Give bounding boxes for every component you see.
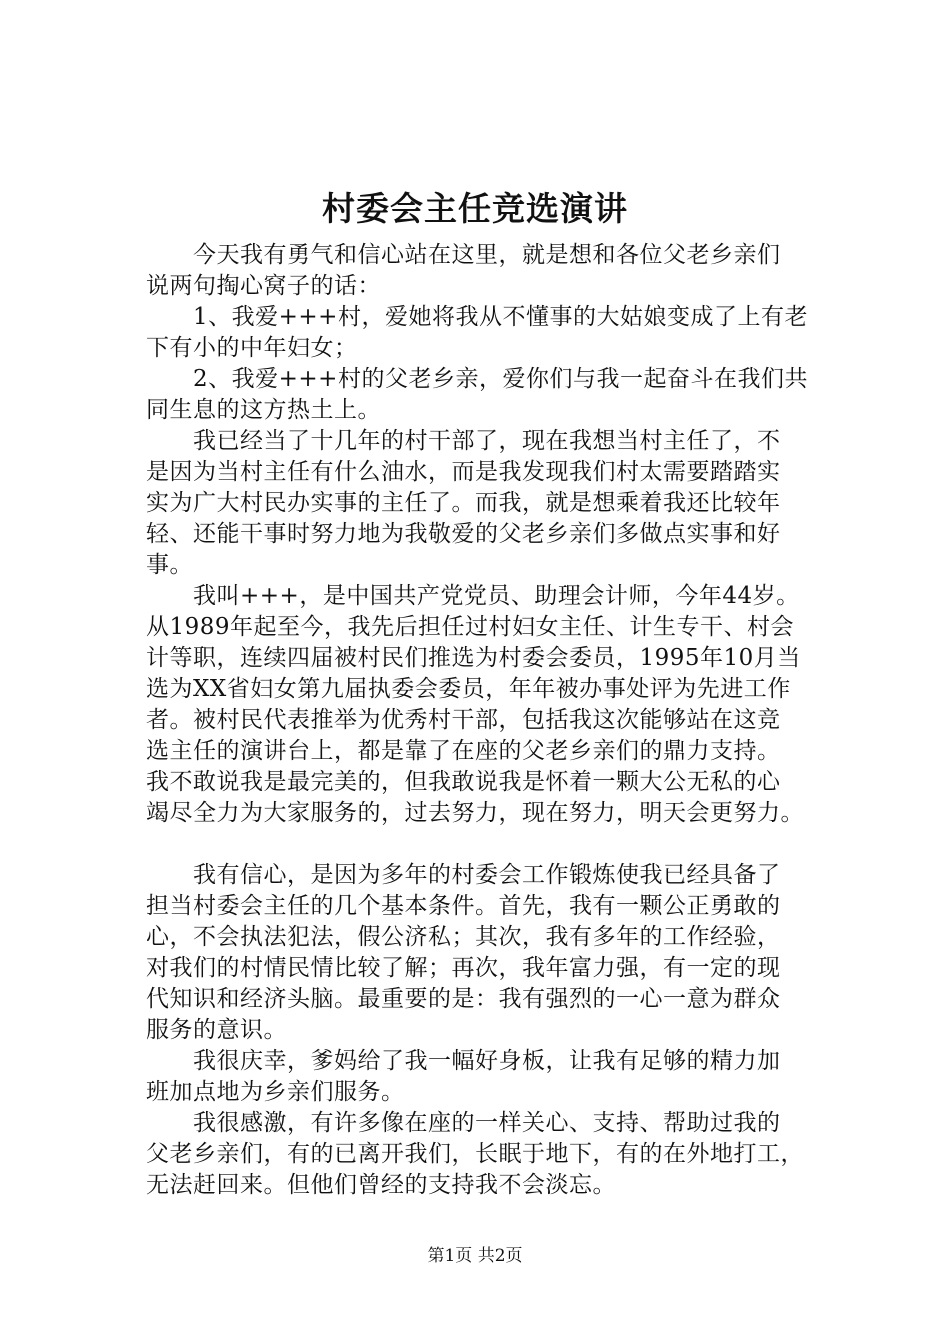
text-line: 1、我爱+++村，爱她将我从不懂事的大姑娘变成了上有老 xyxy=(146,304,808,330)
text-line: 代知识和经济头脑。最重要的是：我有强烈的一心一意为群众 xyxy=(146,986,781,1012)
text-line: 轻、还能干事时努力地为我敬爱的父老乡亲们多做点实事和好 xyxy=(146,521,781,547)
text-line: 2、我爱+++村的父老乡亲，爱你们与我一起奋斗在我们共 xyxy=(146,366,808,392)
text-line: 下有小的中年妇女； xyxy=(146,335,358,361)
text-line: 竭尽全力为大家服务的，过去努力，现在努力，明天会更努力。 xyxy=(146,800,804,826)
text-line: 我很感激，有许多像在座的一样关心、支持、帮助过我的 xyxy=(146,1110,781,1136)
text-line: 事。 xyxy=(146,552,193,578)
text-line: 选主任的演讲台上，都是靠了在座的父老乡亲们的鼎力支持。 xyxy=(146,738,781,764)
blank-line xyxy=(146,829,836,860)
text-line: 我有信心，是因为多年的村委会工作锻炼使我已经具备了 xyxy=(146,862,781,888)
text-line: 计等职，连续四届被村民们推选为村委会委员，1995年10月当 xyxy=(146,645,801,671)
text-line: 是因为当村主任有什么油水，而是我发现我们村太需要踏踏实 xyxy=(146,459,781,485)
text-line: 我已经当了十几年的村干部了，现在我想当村主任了，不 xyxy=(146,428,781,454)
text-line: 我不敢说我是最完美的，但我敢说我是怀着一颗大公无私的心 xyxy=(146,769,781,795)
text-line: 对我们的村情民情比较了解；再次，我年富力强，有一定的现 xyxy=(146,955,781,981)
text-line: 实为广大村民办实事的主任了。而我，就是想乘着我还比较年 xyxy=(146,490,781,516)
text-line: 从1989年起至今，我先后担任过村妇女主任、计生专干、村会 xyxy=(146,614,795,640)
text-line: 我叫+++，是中国共产党党员、助理会计师，今年44岁。 xyxy=(146,583,800,609)
page-footer: 第1页 共2页 xyxy=(427,1246,523,1266)
text-line: 无法赶回来。但他们曾经的支持我不会淡忘。 xyxy=(146,1172,616,1198)
text-line: 我很庆幸，爹妈给了我一幅好身板，让我有足够的精力加 xyxy=(146,1048,781,1074)
text-line: 说两句掏心窝子的话： xyxy=(146,273,381,299)
document-title: 村委会主任竞选演讲 xyxy=(322,189,628,228)
text-line: 同生息的这方热土上。 xyxy=(146,397,381,423)
text-line: 担当村委会主任的几个基本条件。首先，我有一颗公正勇敢的 xyxy=(146,893,781,919)
text-line: 今天我有勇气和信心站在这里，就是想和各位父老乡亲们 xyxy=(146,242,781,268)
text-line: 者。被村民代表推举为优秀村干部，包括我这次能够站在这竞 xyxy=(146,707,781,733)
text-line: 选为XX省妇女第九届执委会委员，年年被办事处评为先进工作 xyxy=(146,676,791,702)
document-body xyxy=(146,240,836,1201)
text-line: 班加点地为乡亲们服务。 xyxy=(146,1079,405,1105)
text-line: 服务的意识。 xyxy=(146,1017,287,1043)
text-line: 父老乡亲们，有的已离开我们，长眠于地下，有的在外地打工， xyxy=(146,1141,804,1167)
text-line: 心，不会执法犯法，假公济私；其次，我有多年的工作经验， xyxy=(146,924,781,950)
